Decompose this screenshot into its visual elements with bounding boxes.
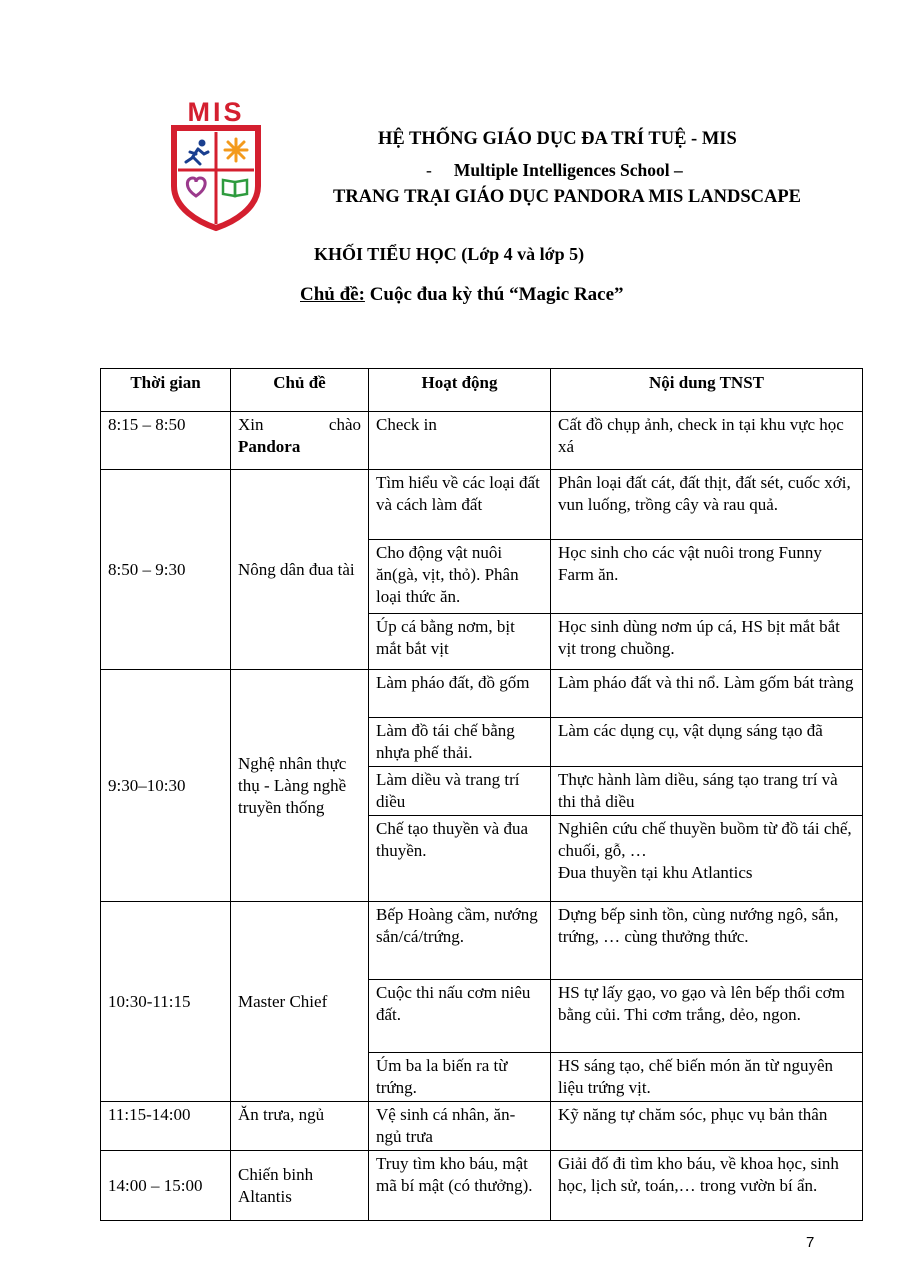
table-row (101, 670, 863, 718)
activity-cell: Cuộc thi nấu cơm niêu đất. (369, 980, 551, 1053)
org-title: HỆ THỐNG GIÁO DỤC ĐA TRÍ TUỆ - MIS (378, 129, 737, 149)
content-cell: Làm pháo đất và thi nổ. Làm gốm bát tràng (551, 670, 863, 718)
subtitle-text: Multiple Intelligences School – (453, 160, 683, 180)
shield-icon (170, 124, 262, 232)
table-row (101, 470, 863, 540)
activity-cell: Tìm hiểu về các loại đất và cách làm đất (369, 470, 551, 540)
topic-cell (231, 412, 369, 470)
grade-level: KHỐI TIỂU HỌC (Lớp 4 và lớp 5) (314, 244, 585, 264)
table-row (101, 902, 863, 980)
header-content: Nội dung TNST (551, 369, 863, 412)
org-subtitle (426, 160, 683, 181)
topic-word: Xin (238, 415, 264, 434)
content-cell: Dựng bếp sinh tồn, cùng nướng ngô, sắn, trứng, … cùng thưởng thức. (551, 902, 863, 980)
time-cell: 8:15 – 8:50 (101, 412, 231, 470)
topic-cell: Master Chief (231, 902, 369, 1102)
schedule-table (100, 368, 863, 1221)
page-number: 7 (806, 1234, 815, 1251)
content-cell: Học sinh cho các vật nuôi trong Funny Farm ăn. (551, 540, 863, 614)
logo-text: MIS (187, 97, 245, 127)
activity-cell: Cho động vật nuôi ăn(gà, vịt, thỏ). Phân loại thức ăn. (369, 540, 551, 614)
theme-value: Cuộc đua kỳ thú “Magic Race” (364, 284, 624, 305)
content-cell: Giải đố đi tìm kho báu, về khoa học, sinh học, lịch sử, toán,… trong vườn bí ẩn. (551, 1151, 863, 1221)
content-cell: Kỹ năng tự chăm sóc, phục vụ bản thân (551, 1102, 863, 1151)
table-header-row (101, 369, 863, 412)
activity-cell: Làm diều và trang trí diều (369, 767, 551, 816)
content-cell: HS tự lấy gạo, vo gạo và lên bếp thổi cơm bằng củi. Thi cơm trắng, dẻo, ngon. (551, 980, 863, 1053)
activity-cell: Check in (369, 412, 551, 470)
topic-cell: Ăn trưa, ngủ (231, 1102, 369, 1151)
topic-cell: Nghệ nhân thực thụ - Làng nghề truyền thống (231, 670, 369, 902)
table-row (101, 1151, 863, 1221)
header-activity: Hoạt động (369, 369, 551, 412)
time-cell: 9:30–10:30 (101, 670, 231, 902)
content-cell (551, 816, 863, 902)
activity-cell: Chế tạo thuyền và đua thuyền. (369, 816, 551, 902)
time-cell: 11:15-14:00 (101, 1102, 231, 1151)
mis-logo (168, 98, 264, 232)
activity-cell: Úp cá bằng nơm, bịt mắt bắt vịt (369, 614, 551, 670)
content-cell: Học sinh dùng nơm úp cá, HS bịt mắt bắt vịt trong chuồng. (551, 614, 863, 670)
activity-cell: Làm pháo đất, đồ gốm (369, 670, 551, 718)
activity-cell: Làm đồ tái chế bằng nhựa phế thải. (369, 718, 551, 767)
topic-cell: Nông dân đua tài (231, 470, 369, 670)
star-icon (225, 139, 247, 161)
time-cell: 10:30-11:15 (101, 902, 231, 1102)
content-line: Đua thuyền tại khu Atlantics (558, 863, 753, 882)
table-row (101, 412, 863, 470)
activity-cell: Vệ sinh cá nhân, ăn- ngủ trưa (369, 1102, 551, 1151)
content-cell: Phân loại đất cát, đất thịt, đất sét, cuốc xới, vun luống, trồng cây và rau quả. (551, 470, 863, 540)
theme-heading (300, 284, 624, 306)
topic-bold: Pandora (238, 437, 301, 456)
topic-cell: Chiến binh Altantis (231, 1151, 369, 1221)
content-cell: Làm các dụng cụ, vật dụng sáng tạo đã (551, 718, 863, 767)
subtitle-dash: - (426, 160, 432, 180)
table-row (101, 1102, 863, 1151)
content-cell: HS sáng tạo, chế biến món ăn từ nguyên liệu trứng vịt. (551, 1053, 863, 1102)
header-time: Thời gian (101, 369, 231, 412)
content-cell: Cất đồ chụp ảnh, check in tại khu vực học xá (551, 412, 863, 470)
activity-cell: Bếp Hoàng cầm, nướng sắn/cá/trứng. (369, 902, 551, 980)
content-cell: Thực hành làm diều, sáng tạo trang trí và thi thả diều (551, 767, 863, 816)
activity-cell: Úm ba la biến ra từ trứng. (369, 1053, 551, 1102)
theme-label: Chủ đề: (300, 284, 365, 305)
topic-word: chào (328, 415, 361, 434)
farm-title: TRANG TRẠI GIÁO DỤC PANDORA MIS LANDSCAPE (333, 187, 802, 207)
time-cell: 8:50 – 9:30 (101, 470, 231, 670)
header-topic: Chủ đề (231, 369, 369, 412)
content-line: Nghiên cứu chế thuyền buồm từ đồ tái chế, chuối, gỗ, … (558, 819, 852, 860)
time-cell: 14:00 – 15:00 (101, 1151, 231, 1221)
activity-cell: Truy tìm kho báu, mật mã bí mật (có thưởng). (369, 1151, 551, 1221)
